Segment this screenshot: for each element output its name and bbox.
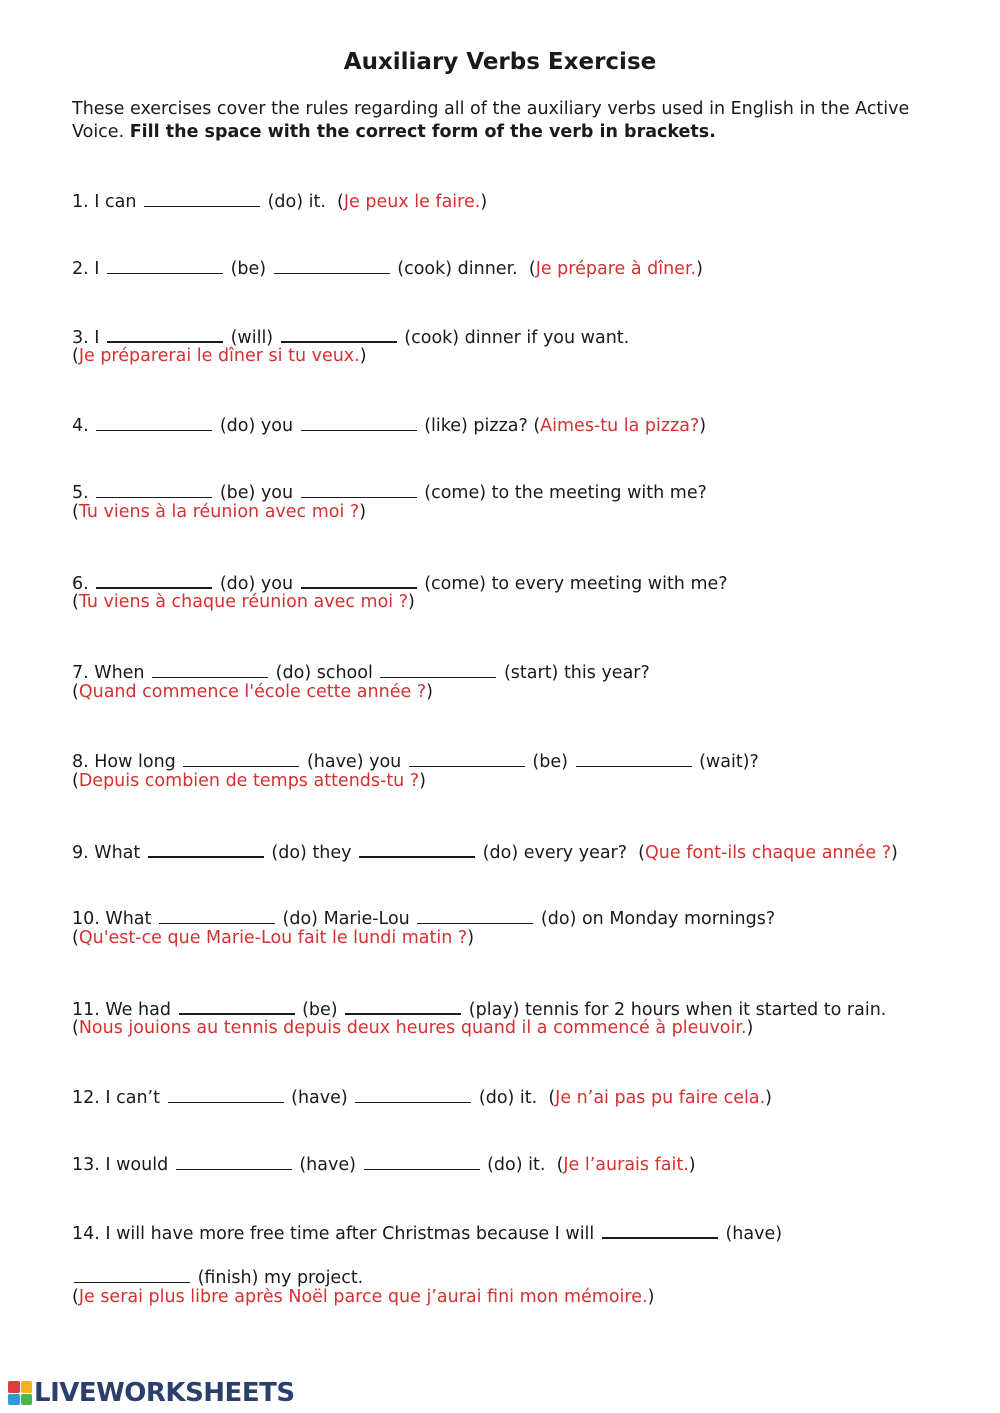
translation: Je prépare à dîner. bbox=[535, 259, 697, 279]
translation: Depuis combien de temps attends-tu ? bbox=[78, 771, 420, 791]
answer-blank[interactable] bbox=[364, 1151, 480, 1170]
intro-text: These exercises cover the rules regarding all of the auxiliary verbs used in English in the Active Voice. bbox=[72, 99, 910, 142]
question-14: 14. I will have more free time after Christmas because I will (have) bbox=[72, 1219, 782, 1246]
answer-blank[interactable] bbox=[345, 995, 461, 1015]
question-11: 11. We had (be) (play) tennis for 2 hours when it started to rain. bbox=[72, 995, 886, 1022]
question-10-translation: (Qu'est-ce que Marie-Lou fait le lundi matin ?) bbox=[72, 928, 475, 948]
answer-blank[interactable] bbox=[74, 1264, 190, 1283]
answer-blank[interactable] bbox=[409, 748, 525, 767]
translation: Qu'est-ce que Marie-Lou fait le lundi matin ? bbox=[78, 928, 468, 948]
page-title: Auxiliary Verbs Exercise bbox=[343, 49, 657, 75]
answer-blank[interactable] bbox=[96, 479, 212, 498]
answer-blank[interactable] bbox=[359, 838, 475, 858]
answer-blank[interactable] bbox=[301, 479, 417, 498]
translation: Je l’aurais fait. bbox=[563, 1155, 689, 1175]
question-8-translation: (Depuis combien de temps attends-tu ?) bbox=[72, 771, 426, 791]
question-10: 10. What (do) Marie-Lou (do) on Monday mornings? bbox=[72, 905, 775, 931]
answer-blank[interactable] bbox=[159, 905, 275, 924]
answer-blank[interactable] bbox=[179, 995, 295, 1015]
question-8: 8. How long (have) you (be) (wait)? bbox=[72, 748, 759, 774]
question-2: 2. I (be) (cook) dinner. (Je prépare à dîner.) bbox=[72, 255, 703, 281]
question-1: 1. I can (do) it. (Je peux le faire.) bbox=[72, 188, 487, 214]
translation: Aimes-tu la pizza? bbox=[540, 416, 700, 436]
translation: Que font-ils chaque année ? bbox=[645, 843, 891, 863]
question-3-translation: (Je préparerai le dîner si tu veux.) bbox=[72, 346, 367, 366]
translation: Je peux le faire. bbox=[343, 192, 481, 212]
answer-blank[interactable] bbox=[576, 748, 692, 767]
intro-instruction: Fill the space with the correct form of the verb in brackets. bbox=[129, 122, 716, 142]
question-14-continued: (finish) my project. bbox=[72, 1264, 363, 1290]
question-6: 6. (do) you (come) to every meeting with me? bbox=[72, 569, 728, 596]
translation: Tu viens à la réunion avec moi ? bbox=[78, 502, 360, 522]
answer-blank[interactable] bbox=[107, 255, 223, 274]
logo-squares-icon bbox=[8, 1381, 32, 1405]
answer-blank[interactable] bbox=[301, 569, 417, 589]
question-7-translation: (Quand commence l'école cette année ?) bbox=[72, 682, 433, 702]
question-12: 12. I can’t (have) (do) it. (Je n’ai pas pu faire cela.) bbox=[72, 1084, 772, 1110]
translation: Je n’ai pas pu faire cela. bbox=[555, 1088, 766, 1108]
answer-blank[interactable] bbox=[148, 838, 264, 858]
question-5-translation: (Tu viens à la réunion avec moi ?) bbox=[72, 502, 367, 522]
translation: Quand commence l'école cette année ? bbox=[78, 682, 427, 702]
question-14-translation: (Je serai plus libre après Noël parce que j’aurai fini mon mémoire.) bbox=[72, 1287, 655, 1307]
question-11-translation: (Nous jouions au tennis depuis deux heures quand il a commencé à pleuvoir.) bbox=[72, 1018, 754, 1038]
answer-blank[interactable] bbox=[380, 659, 496, 678]
answer-blank[interactable] bbox=[144, 188, 260, 207]
answer-blank[interactable] bbox=[602, 1219, 718, 1239]
question-7: 7. When (do) school (start) this year? bbox=[72, 659, 650, 685]
translation: Tu viens à chaque réunion avec moi ? bbox=[78, 592, 409, 612]
answer-blank[interactable] bbox=[301, 412, 417, 431]
translation: Je préparerai le dîner si tu veux. bbox=[78, 346, 360, 366]
question-5: 5. (be) you (come) to the meeting with me? bbox=[72, 479, 707, 505]
answer-blank[interactable] bbox=[107, 323, 223, 343]
answer-blank[interactable] bbox=[152, 659, 268, 678]
answer-blank[interactable] bbox=[176, 1151, 292, 1170]
answer-blank[interactable] bbox=[96, 569, 212, 589]
answer-blank[interactable] bbox=[274, 255, 390, 274]
question-9: 9. What (do) they (do) every year? (Que font-ils chaque année ?) bbox=[72, 838, 898, 865]
question-6-translation: (Tu viens à chaque réunion avec moi ?) bbox=[72, 592, 415, 612]
question-3: 3. I (will) (cook) dinner if you want. bbox=[72, 323, 629, 350]
liveworksheets-logo[interactable] bbox=[8, 1378, 295, 1408]
answer-blank[interactable] bbox=[168, 1084, 284, 1103]
brand-name: LIVEWORKSHEETS bbox=[34, 1378, 295, 1408]
answer-blank[interactable] bbox=[183, 748, 299, 767]
translation: Je serai plus libre après Noël parce que j’aurai fini mon mémoire. bbox=[78, 1287, 648, 1307]
intro-paragraph bbox=[72, 98, 942, 144]
translation: Nous jouions au tennis depuis deux heures quand il a commencé à pleuvoir. bbox=[78, 1018, 747, 1038]
answer-blank[interactable] bbox=[355, 1084, 471, 1103]
answer-blank[interactable] bbox=[96, 412, 212, 431]
answer-blank[interactable] bbox=[417, 905, 533, 924]
question-4: 4. (do) you (like) pizza? (Aimes-tu la pizza?) bbox=[72, 412, 706, 438]
answer-blank[interactable] bbox=[281, 323, 397, 343]
question-13: 13. I would (have) (do) it. (Je l’aurais fait.) bbox=[72, 1151, 696, 1177]
